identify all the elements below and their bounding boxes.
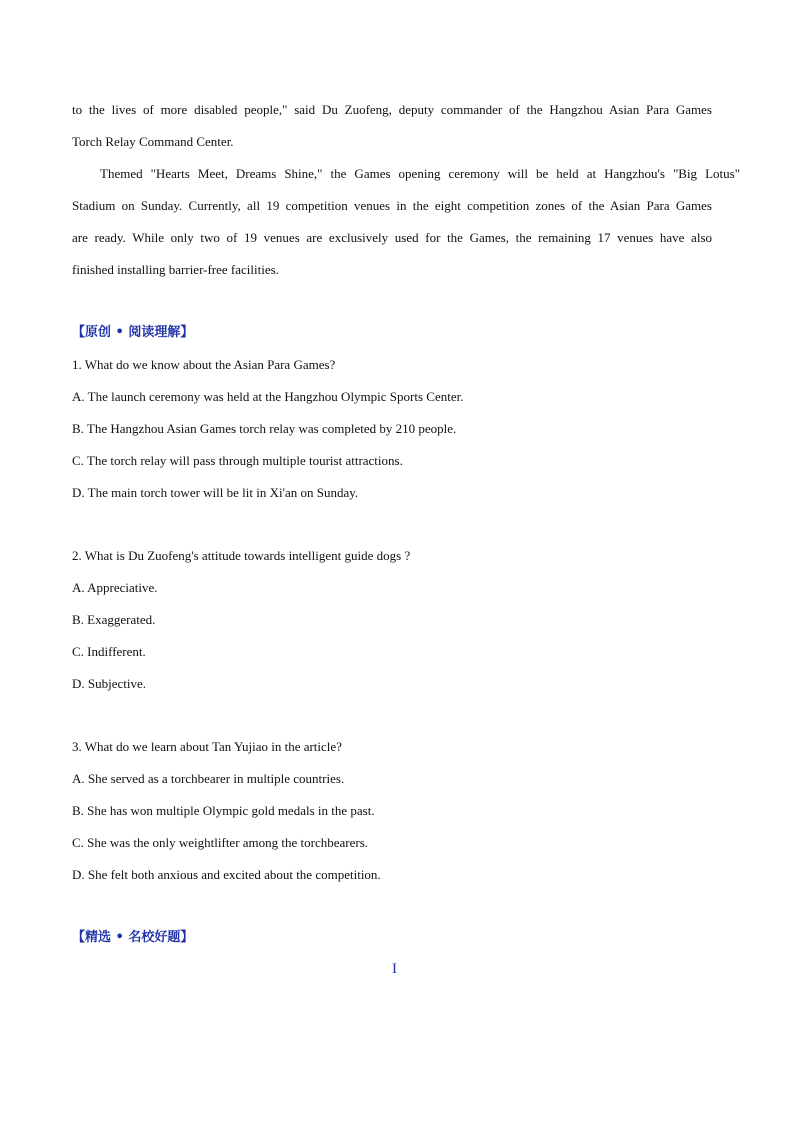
question-option: B. The Hangzhou Asian Games torch relay was completed by 210 people. — [72, 421, 457, 436]
question-option: B. Exaggerated. — [72, 612, 156, 627]
section-title-selected-questions: 【精选 • 名校好题】 — [72, 930, 194, 945]
passage-line: finished installing barrier-free facilities. — [72, 262, 279, 277]
question-option: A. Appreciative. — [72, 580, 158, 595]
passage-line: Themed "Hearts Meet, Dreams Shine," the Games opening ceremony will be held at Hangzhou's "Big Lotus" — [100, 166, 740, 181]
question-option: A. The launch ceremony was held at the Hangzhou Olympic Sports Center. — [72, 389, 464, 404]
passage-line: to the lives of more disabled people," said Du Zuofeng, deputy commander of the Hangzhou Asian Para Games — [72, 102, 712, 117]
passage-line: Stadium on Sunday. Currently, all 19 competition venues in the eight competition zones of the Asian Para Games — [72, 198, 712, 213]
question-option: C. The torch relay will pass through multiple tourist attractions. — [72, 453, 403, 468]
question-stem: 1. What do we know about the Asian Para Games? — [72, 357, 336, 372]
question-option: D. The main torch tower will be lit in Xi'an on Sunday. — [72, 485, 359, 500]
question-stem: 3. What do we learn about Tan Yujiao in the article? — [72, 739, 342, 754]
question-option: B. She has won multiple Olympic gold medals in the past. — [72, 803, 375, 818]
passage-line: Torch Relay Command Center. — [72, 134, 234, 149]
part-numeral: I — [392, 961, 397, 977]
question-option: A. She served as a torchbearer in multiple countries. — [72, 771, 345, 786]
question-option: C. Indifferent. — [72, 644, 146, 659]
section-title-original-reading: 【原创 • 阅读理解】 — [72, 325, 194, 340]
question-option: D. Subjective. — [72, 676, 147, 691]
question-stem: 2. What is Du Zuofeng's attitude towards intelligent guide dogs ? — [72, 548, 411, 563]
question-option: C. She was the only weightlifter among the torchbearers. — [72, 835, 369, 850]
passage-line: are ready. While only two of 19 venues are exclusively used for the Games, the remaining 17 venues have also — [72, 230, 712, 245]
question-option: D. She felt both anxious and excited about the competition. — [72, 867, 381, 882]
